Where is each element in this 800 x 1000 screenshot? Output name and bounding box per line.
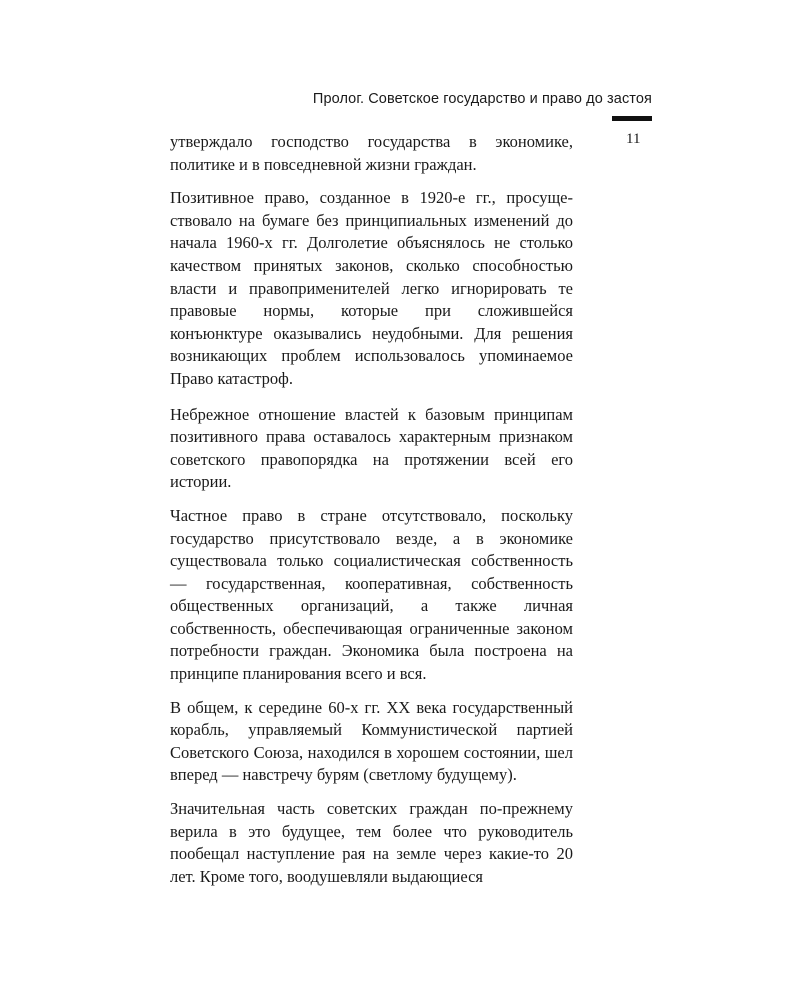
paragraph-2: Позитивное право, созданное в 1920-е гг., просуществовало на бумаге без принципиальных изменений до начала 1960-х гг. Долголетие объяснялось не столько качеством принятых законов, сколько способностью власти и правоприменителей легко игнорировать те правовые нормы, которые при сложившейся конъюнктуре оказывались неудобными. Для решения возникающих проблем использовалось упоминаемое Право катастроф.	[170, 188, 573, 388]
paragraph-5: В общем, к середине 60-х гг. XX века государственный корабль, управляемый Коммунистической партией Советского Союза, находился в хорошем состоянии, шел вперед — навстречу бурям (светлому будущему).	[170, 697, 573, 785]
body-text	[170, 131, 573, 899]
running-header-title: Пролог. Советское государство и право до застоя	[312, 91, 652, 107]
paragraph-1: утверждало господство государства в экономике, политике и в повседневной жизни граждан.	[170, 132, 573, 174]
paragraph-6: Значительная часть советских граждан по-прежнему верила в это будущее, тем более что руководитель пообещал наступление рая на земле через какие-то 20 лет. Кроме того, воодушевляли выдающиеся	[170, 799, 573, 886]
header-rule	[612, 116, 652, 121]
page-number: 11	[626, 131, 641, 147]
paragraph-4: Частное право в стране отсутствовало, поскольку государство присутствовало везде, а в экономике существовала только социалистическая собственность — государственная, кооперативная, собственность общественных организаций, а также личная собственность, обеспечивающая ограниченные законом потребности граждан. Экономика была построена на принципе планирования всего и вся.	[170, 505, 573, 684]
paragraph-3: Небрежное отношение властей к базовым принципам позитивного права оставалось характерным признаком советского правопорядка на протяжении всей его истории.	[170, 404, 573, 492]
